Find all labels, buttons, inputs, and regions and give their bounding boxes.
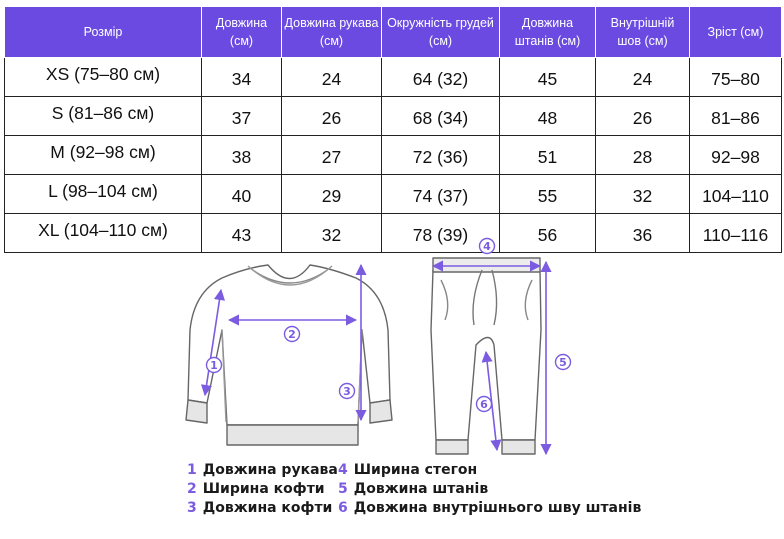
- legend-item: [338, 499, 641, 518]
- table-cell: 110–116: [690, 214, 782, 253]
- header-pants-length: Довжина штанів (см): [500, 7, 596, 58]
- table-cell: 104–110: [690, 175, 782, 214]
- table-cell: M (92–98 см): [5, 136, 202, 175]
- table-cell: 45: [500, 58, 596, 97]
- header-height: Зріст (см): [690, 7, 782, 58]
- marker-2: [285, 327, 300, 342]
- header-size: Розмір: [5, 7, 202, 58]
- legend-number: 6: [338, 500, 348, 516]
- table-cell: 36: [596, 214, 690, 253]
- legend-item: [187, 499, 338, 518]
- table-cell: 56: [500, 214, 596, 253]
- garment-measurement-diagram: [0, 230, 784, 460]
- svg-text:3: 3: [343, 385, 351, 398]
- legend-item: [338, 480, 641, 499]
- table-cell: 72 (36): [382, 136, 500, 175]
- table-cell: 92–98: [690, 136, 782, 175]
- table-row: [5, 97, 782, 136]
- table-row: [5, 136, 782, 175]
- legend-number: 1: [187, 462, 197, 478]
- marker-3: [340, 384, 355, 399]
- header-inseam: Внутрішній шов (см): [596, 7, 690, 58]
- legend-number: 4: [338, 462, 348, 478]
- table-cell: 27: [282, 136, 382, 175]
- legend-label: Ширина стегон: [353, 462, 478, 478]
- svg-text:1: 1: [210, 359, 218, 372]
- svg-text:4: 4: [483, 240, 491, 253]
- table-cell: 75–80: [690, 58, 782, 97]
- table-cell: L (98–104 см): [5, 175, 202, 214]
- table-cell: 40: [202, 175, 282, 214]
- header-sleeve-length: Довжина рукава (см): [282, 7, 382, 58]
- table-cell: 32: [596, 175, 690, 214]
- svg-text:5: 5: [559, 356, 567, 369]
- marker-6: [477, 397, 492, 412]
- legend-label: Довжина кофти: [202, 500, 333, 516]
- legend-item: [187, 480, 338, 499]
- svg-text:2: 2: [288, 328, 296, 341]
- header-chest: Окружність грудей (см): [382, 7, 500, 58]
- table-cell: 43: [202, 214, 282, 253]
- legend-label: Довжина рукава: [202, 462, 338, 478]
- table-cell: 26: [282, 97, 382, 136]
- table-cell: 34: [202, 58, 282, 97]
- table-cell: 78 (39): [382, 214, 500, 253]
- marker-4: [480, 239, 495, 254]
- header-length: Довжина (см): [202, 7, 282, 58]
- table-cell: 68 (34): [382, 97, 500, 136]
- table-cell: 29: [282, 175, 382, 214]
- table-cell: 64 (32): [382, 58, 500, 97]
- table-cell: 24: [596, 58, 690, 97]
- table-header-row: [5, 7, 782, 58]
- legend-item: [187, 461, 338, 480]
- table-row: [5, 175, 782, 214]
- legend-number: 2: [187, 481, 197, 497]
- marker-5: [556, 355, 571, 370]
- table-cell: 32: [282, 214, 382, 253]
- table-cell: 51: [500, 136, 596, 175]
- table-cell: 24: [282, 58, 382, 97]
- legend-label: Ширина кофти: [202, 481, 325, 497]
- svg-text:6: 6: [480, 398, 488, 411]
- size-table: [4, 6, 782, 253]
- table-cell: 81–86: [690, 97, 782, 136]
- table-cell: 28: [596, 136, 690, 175]
- legend-number: 5: [338, 481, 348, 497]
- legend-label: Довжина штанів: [353, 481, 489, 497]
- legend-label: Довжина внутрішнього шву штанів: [353, 500, 642, 516]
- marker-1: [207, 358, 222, 373]
- legend-number: 3: [187, 500, 197, 516]
- table-cell: XL (104–110 см): [5, 214, 202, 253]
- legend-item: [338, 461, 641, 480]
- table-row: [5, 58, 782, 97]
- table-cell: 48: [500, 97, 596, 136]
- table-cell: 38: [202, 136, 282, 175]
- table-cell: 37: [202, 97, 282, 136]
- table-cell: 74 (37): [382, 175, 500, 214]
- legend-column-right: [338, 461, 641, 518]
- table-cell: S (81–86 см): [5, 97, 202, 136]
- table-cell: 26: [596, 97, 690, 136]
- legend-column-left: [187, 461, 338, 518]
- table-cell: 55: [500, 175, 596, 214]
- table-cell: XS (75–80 см): [5, 58, 202, 97]
